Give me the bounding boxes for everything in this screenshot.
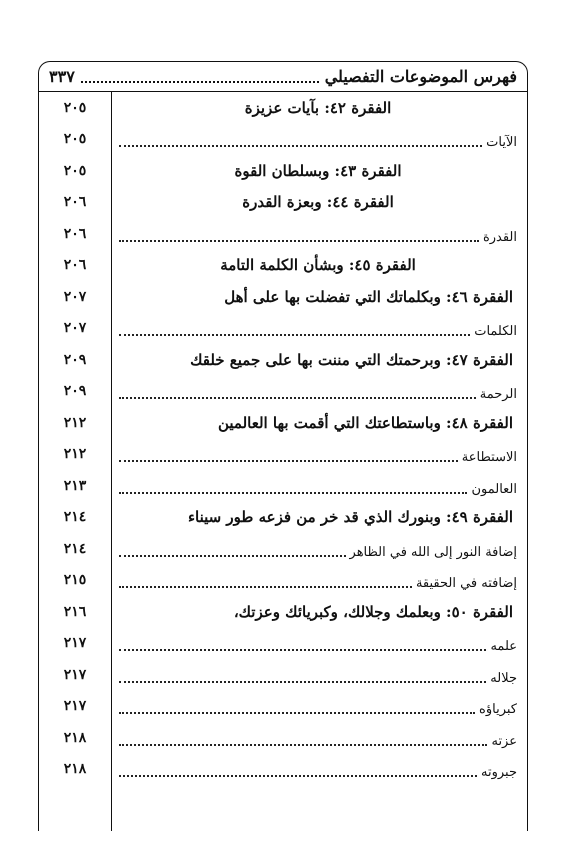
header-title: فهرس الموضوعات التفصيلي (324, 67, 517, 86)
page-number: ٢١٤ (63, 509, 87, 526)
section-heading (119, 344, 517, 376)
running-header (39, 62, 527, 92)
section-heading-row (39, 250, 527, 282)
index-rows (39, 92, 527, 831)
section-heading-row (39, 155, 527, 187)
section-heading (119, 155, 517, 187)
index-entry (119, 313, 517, 345)
entry-text: إضافته في الحقيقة (415, 576, 517, 591)
index-entry-row (39, 376, 527, 408)
dot-leader (119, 649, 486, 651)
entry-text: الآيات (486, 135, 517, 150)
page-number: ٢١٣ (63, 477, 87, 494)
index-entry (119, 628, 517, 660)
index-entry (119, 376, 517, 408)
page-number: ٢١٤ (63, 540, 87, 557)
index-entry-row (39, 124, 527, 156)
section-heading-row (39, 502, 527, 534)
dot-leader (119, 586, 412, 588)
index-entry-row (39, 533, 527, 565)
index-entry (119, 124, 517, 156)
dot-leader (119, 492, 467, 494)
index-entry (119, 439, 517, 471)
dot-leader (119, 555, 346, 557)
dot-leader (119, 240, 479, 242)
dot-leader (119, 681, 486, 683)
section-heading-row (39, 344, 527, 376)
section-heading-row (39, 596, 527, 628)
index-entry (119, 218, 517, 250)
entry-text: الكلمات (474, 324, 517, 339)
index-entry-row (39, 470, 527, 502)
section-heading (119, 250, 517, 282)
page-number: ٢١٧ (63, 635, 87, 652)
page-number: ٢١٨ (63, 729, 87, 746)
page-number: ٢٠٥ (63, 99, 87, 116)
entry-text: الاستطاعة (461, 450, 517, 465)
dot-leader (119, 334, 470, 336)
entry-text: جلاله (490, 670, 517, 686)
page-number: ٢٠٥ (63, 162, 87, 179)
index-entry-row (39, 754, 527, 786)
page-number: ٢١٦ (63, 603, 87, 620)
page-number: ٢٠٩ (63, 351, 87, 368)
entry-text: عزته (491, 733, 517, 749)
section-heading-row (39, 281, 527, 313)
index-entry (119, 470, 517, 502)
index-entry-row (39, 659, 527, 691)
dot-leader (119, 775, 477, 777)
section-heading-text: الفقرة ٥٠: وبعلمك وجلالك، وكبريائك وعزتك، (233, 602, 513, 621)
index-entry (119, 533, 517, 565)
index-entry-row (39, 313, 527, 345)
dot-leader (119, 712, 475, 714)
entry-text: جبروته (481, 765, 517, 780)
section-heading-row (39, 407, 527, 439)
index-entry-row (39, 565, 527, 597)
section-heading-text: الفقرة ٤٨: وباستطاعتك التي أقمت بها العالمين (217, 413, 513, 432)
section-heading (119, 92, 517, 124)
entry-text: كبرياؤه (479, 702, 517, 717)
page-number: ٢٠٩ (63, 383, 87, 400)
index-entry-row (39, 218, 527, 250)
header-page-number: ٣٣٧ (49, 67, 75, 86)
entry-text: القدرة (482, 229, 517, 245)
dot-leader (119, 145, 482, 147)
entry-text: علمه (490, 639, 517, 654)
page-number: ٢٠٦ (63, 194, 87, 211)
index-entry (119, 565, 517, 597)
section-heading-text: الفقرة ٤٢: بآيات عزيزة (244, 98, 392, 117)
page-number: ٢٠٧ (63, 288, 87, 305)
section-heading-text: الفقرة ٤٤: وبعزة القدرة (242, 193, 394, 212)
page-number: ٢١٥ (63, 572, 87, 589)
entry-text: الرحمة (479, 387, 517, 402)
entry-text: إضافة النور إلى الله في الظاهر (349, 544, 517, 560)
section-heading (119, 407, 517, 439)
section-heading (119, 502, 517, 534)
page-number: ٢١٧ (63, 666, 87, 683)
section-heading-text: الفقرة ٤٧: وبرحمتك التي مننت بها على جميع خلقك (190, 350, 513, 369)
header-dot-leader (81, 71, 319, 83)
page-number: ٢٠٧ (63, 320, 87, 337)
index-entry-row (39, 439, 527, 471)
section-heading-text: الفقرة ٤٩: وبنورك الذي قد خر من فزعه طور سيناء (187, 508, 513, 527)
page-number: ٢٠٦ (63, 225, 87, 242)
index-entry-row (39, 691, 527, 723)
dot-leader (119, 397, 476, 399)
section-heading-text: الفقرة ٤٥: وبشأن الكلمة التامة (220, 256, 416, 275)
index-entry (119, 691, 517, 723)
section-heading-row (39, 92, 527, 124)
page-number: ٢١٢ (63, 414, 87, 431)
page-number: ٢١٨ (63, 761, 87, 778)
section-heading (119, 187, 517, 219)
page-number: ٢٠٦ (63, 257, 87, 274)
section-heading-row (39, 187, 527, 219)
index-entry-row (39, 628, 527, 660)
index-entry (119, 754, 517, 786)
section-heading (119, 596, 517, 628)
index-entry (119, 722, 517, 754)
index-table (38, 61, 528, 831)
index-entry-row (39, 722, 527, 754)
page-number: ٢٠٥ (63, 131, 87, 148)
page-number: ٢١٧ (63, 698, 87, 715)
section-heading-text: الفقرة ٤٦: وبكلماتك التي تفضلت بها على أهل (224, 287, 513, 306)
index-entry (119, 659, 517, 691)
entry-text: العالمون (471, 481, 517, 497)
page-number: ٢١٢ (63, 446, 87, 463)
dot-leader (119, 744, 487, 746)
section-heading-text: الفقرة ٤٣: وبسلطان القوة (234, 161, 402, 180)
section-heading (119, 281, 517, 313)
dot-leader (119, 460, 458, 462)
